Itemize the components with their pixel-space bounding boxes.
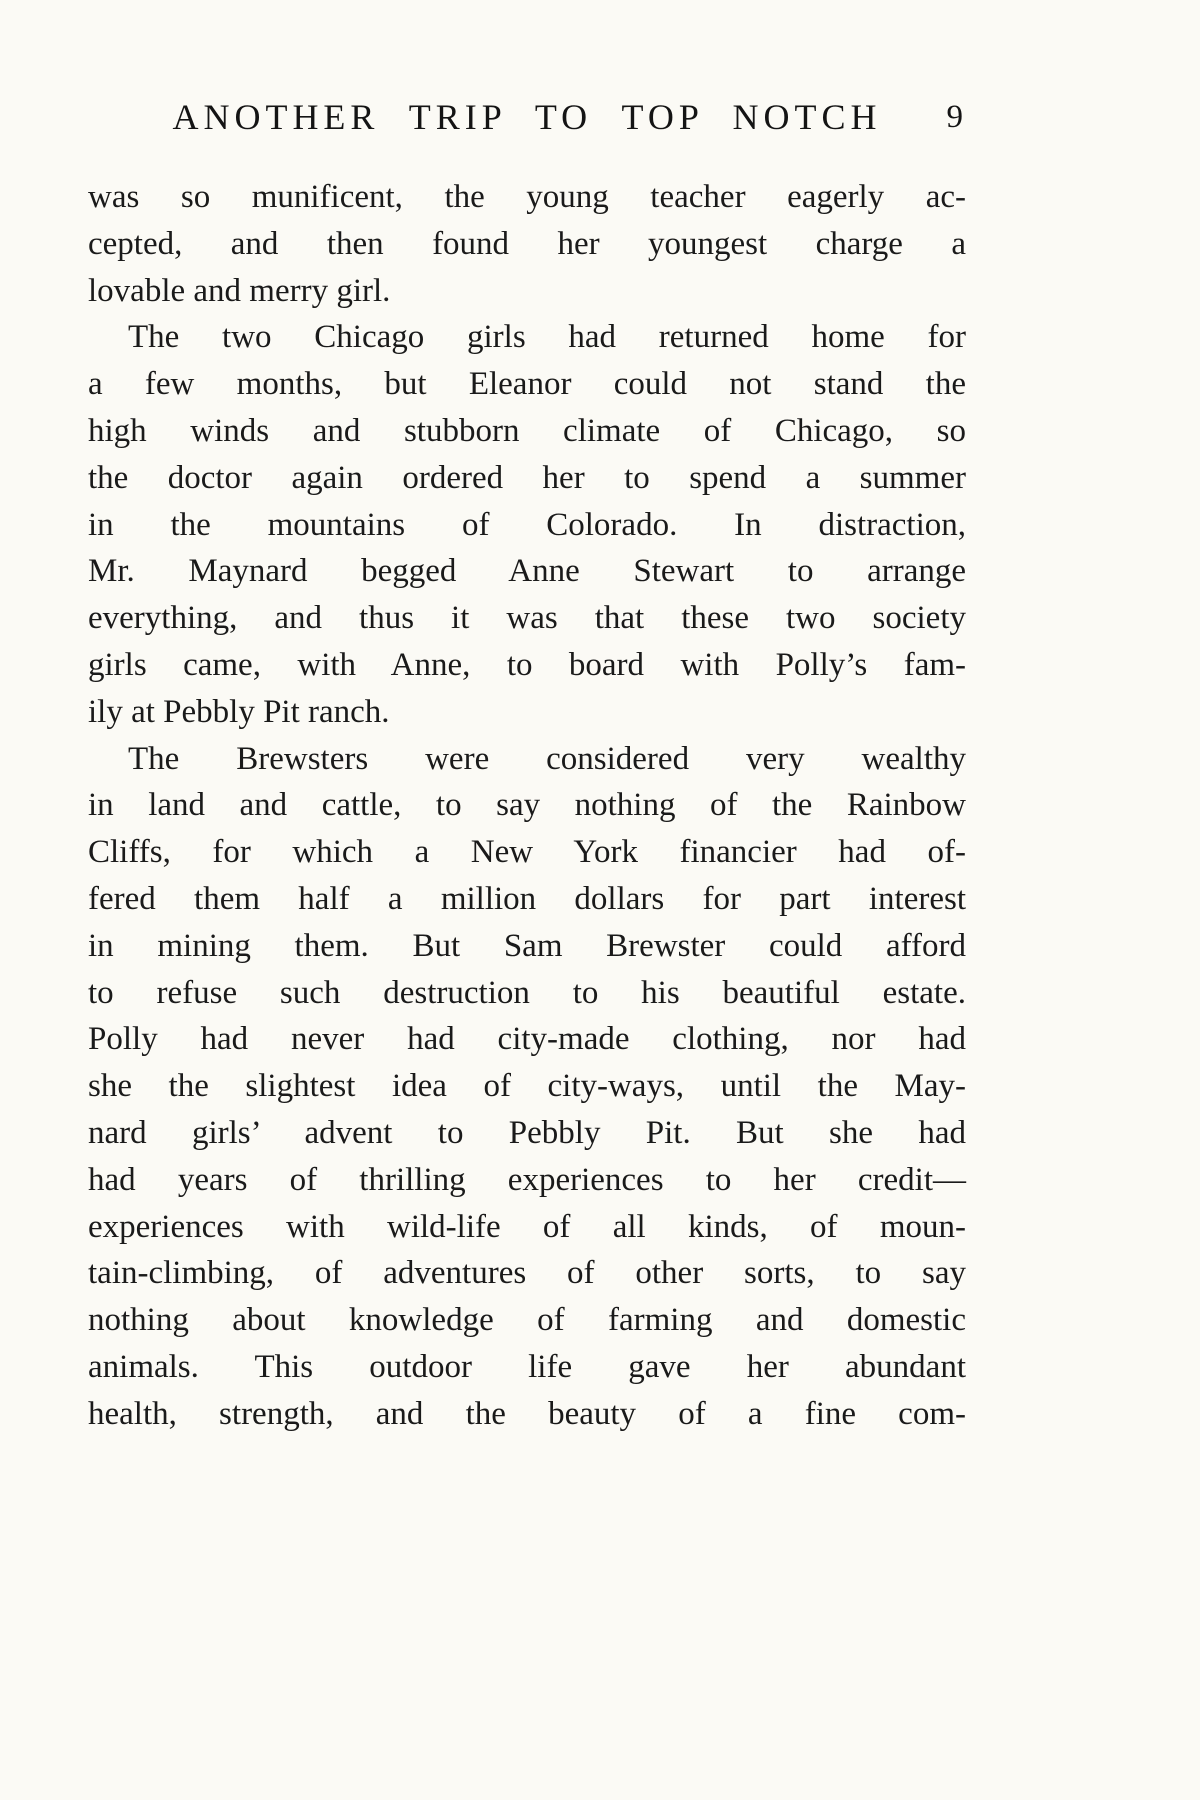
text-line: ily at Pebbly Pit ranch.	[88, 693, 390, 730]
text-line: everything, and thus it was that these two society	[88, 600, 966, 637]
text-line: the doctor again ordered her to spend a summer	[88, 459, 966, 496]
text-line: Polly had never had city-made clothing, nor had	[88, 1021, 966, 1058]
paragraph	[88, 174, 966, 314]
text-line: health, strength, and the beauty of a fine com-	[88, 1395, 966, 1432]
text-line: in land and cattle, to say nothing of the Rainbow	[88, 787, 966, 824]
text-line: The Brewsters were considered very wealthy	[128, 740, 966, 777]
paragraph	[88, 736, 966, 1438]
text-line: was so munificent, the young teacher eagerly ac-	[88, 179, 966, 215]
text-line: nard girls’ advent to Pebbly Pit. But she had	[88, 1114, 966, 1151]
paragraph	[88, 314, 966, 735]
text-line: in mining them. But Sam Brewster could afford	[88, 927, 966, 964]
text-line: fered them half a million dollars for part interest	[88, 880, 966, 917]
text-line: to refuse such destruction to his beautiful estate.	[88, 974, 966, 1011]
text-line: The two Chicago girls had returned home for	[128, 319, 966, 356]
text-line: nothing about knowledge of farming and domestic	[88, 1302, 966, 1339]
text-line: a few months, but Eleanor could not stand the	[88, 366, 966, 403]
text-line: high winds and stubborn climate of Chicago, so	[88, 412, 966, 449]
text-line: lovable and merry girl.	[88, 272, 391, 309]
text-line: in the mountains of Colorado. In distraction,	[88, 506, 966, 543]
running-head-title: ANOTHER TRIP TO TOP NOTCH	[172, 97, 882, 137]
page-number: 9	[946, 99, 964, 135]
text-line: had years of thrilling experiences to her credit—	[88, 1161, 966, 1198]
text-line: experiences with wild-life of all kinds, of moun-	[88, 1208, 966, 1245]
text-line: girls came, with Anne, to board with Polly’s fam-	[88, 646, 966, 683]
text-line: animals. This outdoor life gave her abundant	[88, 1348, 966, 1385]
text-line: Cliffs, for which a New York financier had of-	[88, 834, 966, 871]
text-line: Mr. Maynard begged Anne Stewart to arrange	[88, 553, 966, 590]
text-line: tain-climbing, of adventures of other sorts, to say	[88, 1255, 966, 1292]
page-body	[88, 174, 966, 1438]
text-line: she the slightest idea of city-ways, until the May-	[88, 1068, 966, 1105]
page-header	[88, 96, 966, 144]
text-line: cepted, and then found her youngest charge a	[88, 225, 966, 262]
